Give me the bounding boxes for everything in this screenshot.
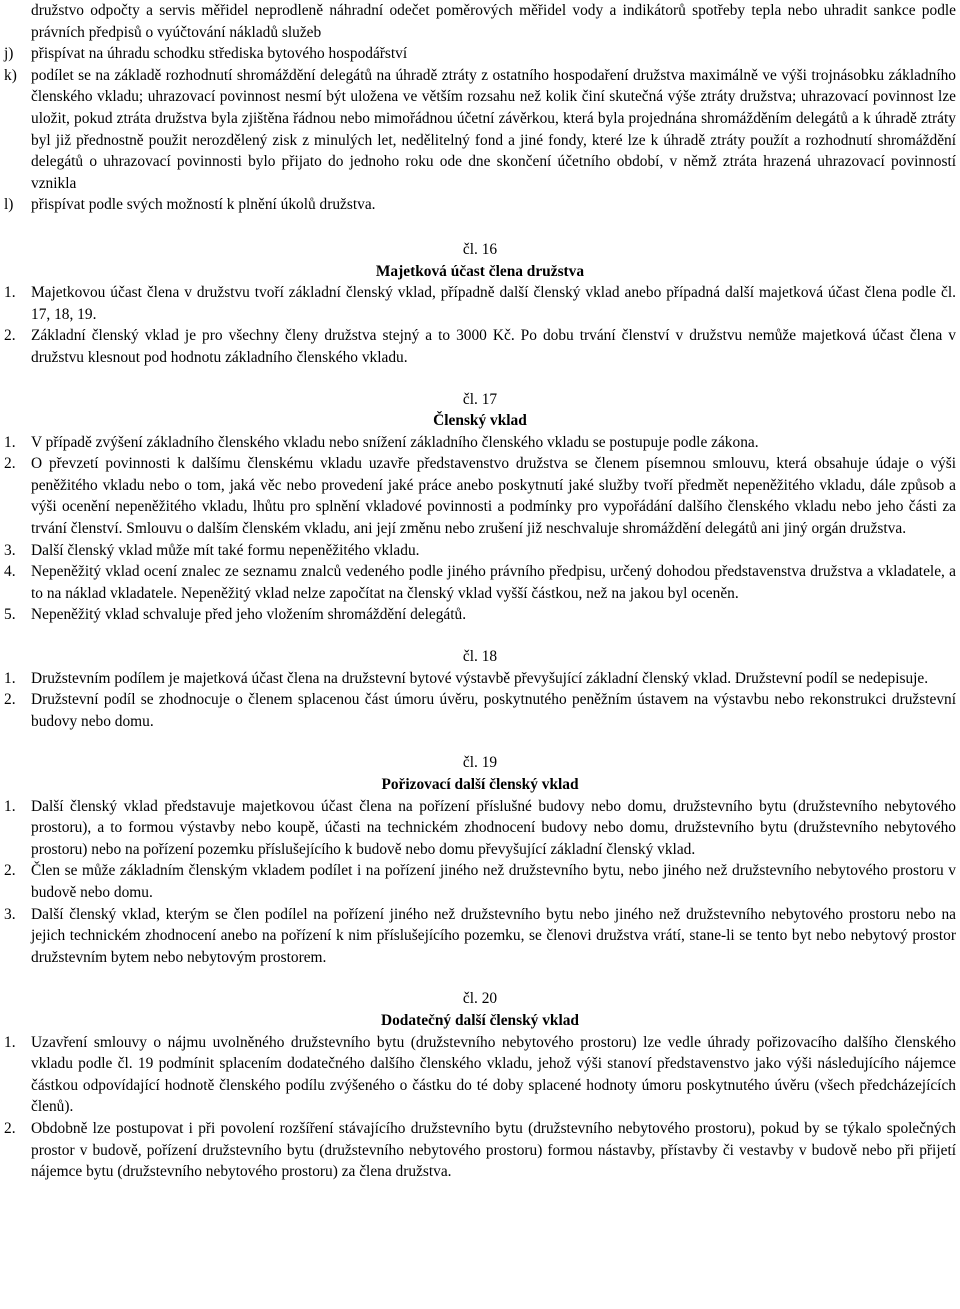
item-label: 2. — [4, 455, 16, 473]
item-text: Uzavření smlouvy o nájmu uvolněného družstevního bytu (družstevního nebytového prostoru) lze vedle úhrady pořizovacího dalšího členského vkladu podle čl. 19 podmínit splacením dodatečného dalšího členského vkladu, jehož výši stanoví představenstvo jako výši následujícího nájemce částkou odpovídající hodnotě členského podílu zvýšeného o částku do té doby splacené hodnoty úmoru poskytnutého úvěru (všech předcházejících členů). — [31, 1033, 956, 1116]
list-item — [0, 604, 960, 626]
item-label: 1. — [4, 433, 16, 451]
item-label: 2. — [4, 691, 16, 709]
item-label: 1. — [4, 669, 16, 687]
article-number: čl. 19 — [462, 754, 498, 772]
item-label: 2. — [4, 1119, 16, 1137]
article-18 — [0, 646, 960, 732]
item-text: Nepeněžitý vklad schvaluje před jeho vložením shromáždění delegátů. — [31, 606, 467, 624]
previous-item-continuation: družstvo odpočty a servis měřidel neprodleně náhradní odečet poměrových měřidel vody a indikátorů spotřeby tepla nebo uhradit sankce podle právních předpisů o vyúčtování nákladů služeb — [31, 2, 956, 41]
list-item — [0, 796, 960, 861]
item-text: Majetkovou účast člena v družstvu tvoří základní členský vklad, případně další členský vklad anebo případná další majetková účast člena podle čl. 17, 18, 19. — [31, 284, 956, 323]
article-19 — [0, 752, 960, 968]
item-label: 1. — [4, 797, 16, 815]
item-text: Další členský vklad, kterým se člen podílel na pořízení jiného než družstevního bytu nebo jiného než družstevního nebytového prostoru nebo na jejich technickém zhodnocení anebo na pořízení k nim příslušejícího pozemku, se členovi družstva vrátí, stane-li se tento byt nebo nebytový prostor družstevním bytem nebo nebytovým prostorem. — [31, 905, 956, 966]
item-text: Obdobně lze postupovat i při povolení rozšíření stávajícího družstevního bytu (družstevního nebytového prostoru), pokud by se týkalo společných prostor v budově, pořízení družstevního bytu (družstevního nebytového prostoru) formou nástavby, přístavby či vestavby v budově nebo při přijetí nájemce bytu (družstevního nebytového prostoru) za člena družstva. — [31, 1119, 956, 1181]
list-item — [0, 453, 960, 539]
item-label: 1. — [4, 1033, 16, 1051]
article-20 — [0, 988, 960, 1182]
item-text: Další členský vklad představuje majetkovou účast člena na pořízení příslušné budovy nebo domu, družstevního bytu (družstevního nebytového prostoru), a to formou výstavby nebo koupě, účasti na technickém zhodnocení budovy nebo domu, družstevního bytu (družstevního nebytového prostoru) nebo na pořízení pozemku příslušejícího k budově nebo domu převyšující základní členský vklad. — [31, 797, 956, 858]
item-text: Družstevní podíl se zhodnocuje o členem splacenou část úmoru úvěru, poskytnutého peněžním ústavem na výstavbu nebo rekonstrukci družstevní budovy nebo domu. — [31, 691, 956, 730]
list-item — [0, 194, 960, 216]
item-label: 2. — [4, 327, 16, 345]
article-number: čl. 17 — [462, 390, 498, 408]
item-text: přispívat podle svých možností k plnění úkolů družstva. — [31, 196, 376, 214]
list-item — [0, 43, 960, 65]
item-label: 4. — [4, 563, 16, 581]
article-number: čl. 18 — [462, 648, 498, 666]
article-title: Majetková účast člena družstva — [375, 262, 585, 280]
item-text: V případě zvýšení základního členského vkladu nebo snížení základního členského vkladu se postupuje podle zákona. — [31, 433, 759, 451]
list-item — [0, 65, 960, 195]
list-item — [0, 325, 960, 368]
article-title: Dodatečný další členský vklad — [381, 1011, 579, 1029]
list-item — [0, 282, 960, 325]
item-text: podílet se na základě rozhodnutí shromáždění delegátů na úhradě ztráty z ostatního hospodaření družstva maximálně ve výši trojnásobku základního členského vkladu; uhrazovací povinnost nesmí být uložena ve větším rozsahu než kolik činí skutečná výše ztráty družstva; uhrazovací povinnost lze uložit, pokud ztráta družstva byla zjištěna řádnou nebo mimořádnou účetní závěrkou, která byla projednána shromážděním delegátů a k úhradě ztráty byl již přednostně použit nerozdělený zisk z minulých let, nedělitelný fond a jiné fondy, které lze k úhradě ztráty použít a rozhodnutí shromáždění delegátů o uhrazovací povinnosti bylo přijato do jednoho roku ode dne skončení účetního období, v němž ztráta hrazená uhrazovací povinností vznikla — [31, 66, 956, 192]
item-text: Základní členský vklad je pro všechny členy družstva stejný a to 3000 Kč. Po dobu trvání členství v družstvu nemůže majetková účast člena v družstvu klesnout pod hodnotu základního členského vkladu. — [31, 327, 956, 366]
item-label: 3. — [4, 905, 16, 923]
item-text: Nepeněžitý vklad ocení znalec ze seznamu znalců vedeného podle jiného právního předpisu, určený dohodou představenstva družstva a vkladatele, a to na náklad vkladatele. Nepeněžitý vklad nelze započítat na členský vklad vyšší částkou, než na jakou byl oceněn. — [31, 563, 956, 602]
item-label: 5. — [4, 606, 16, 624]
item-label: j) — [4, 45, 14, 63]
article-number: čl. 20 — [462, 990, 498, 1008]
item-text: Družstevním podílem je majetková účast člena na družstevní bytové výstavbě převyšující základní členský vklad. Družstevní podíl se nedepisuje. — [31, 669, 929, 687]
item-text: Další členský vklad může mít také formu nepeněžitého vkladu. — [31, 541, 420, 559]
item-text: O převzetí povinnosti k dalšímu členskému vkladu uzavře představenstvo družstva se členem písemnou smlouvu, která obsahuje údaje o výši peněžitého vkladu nebo o tom, jaká věc nebo provedení jaké práce anebo poskytnutí jaké služby tvoří předmět nepeněžitého vkladu, dále způsob a výši ocenění nepeněžitého vkladu, lhůtu pro splnění vkladové povinnosti a podmínky pro vypořádání dalšího členského vkladu nebo jeho části za trvání členství. Smlouvu o dalším členském vkladu, ani její změnu nebo zrušení již neschvaluje shromáždění delegátů ani jiný orgán družstva. — [31, 455, 956, 538]
article-title: Pořizovací další členský vklad — [381, 776, 579, 793]
article-title: Členský vklad — [433, 412, 527, 430]
list-item — [0, 1032, 960, 1118]
list-item — [0, 432, 960, 454]
list-item — [0, 561, 960, 604]
item-label: 2. — [4, 862, 16, 880]
previous-items-list — [0, 43, 960, 216]
list-item — [0, 904, 960, 969]
list-item — [0, 540, 960, 562]
article-number: čl. 16 — [462, 240, 498, 258]
article-17 — [0, 389, 960, 627]
item-text: přispívat na úhradu schodku střediska bytového hospodářství — [31, 45, 408, 63]
item-label: l) — [4, 196, 14, 214]
item-label: 3. — [4, 541, 16, 559]
item-label: k) — [4, 66, 17, 84]
list-item — [0, 689, 960, 732]
item-label: 1. — [4, 284, 16, 302]
list-item — [0, 668, 960, 690]
article-16 — [0, 239, 960, 369]
list-item — [0, 860, 960, 903]
list-item — [0, 1118, 960, 1183]
item-text: Člen se může základním členským vkladem podílet i na pořízení jiného než družstevního bytu, nebo jiného než družstevního nebytového prostoru v budově nebo domu. — [31, 862, 956, 901]
